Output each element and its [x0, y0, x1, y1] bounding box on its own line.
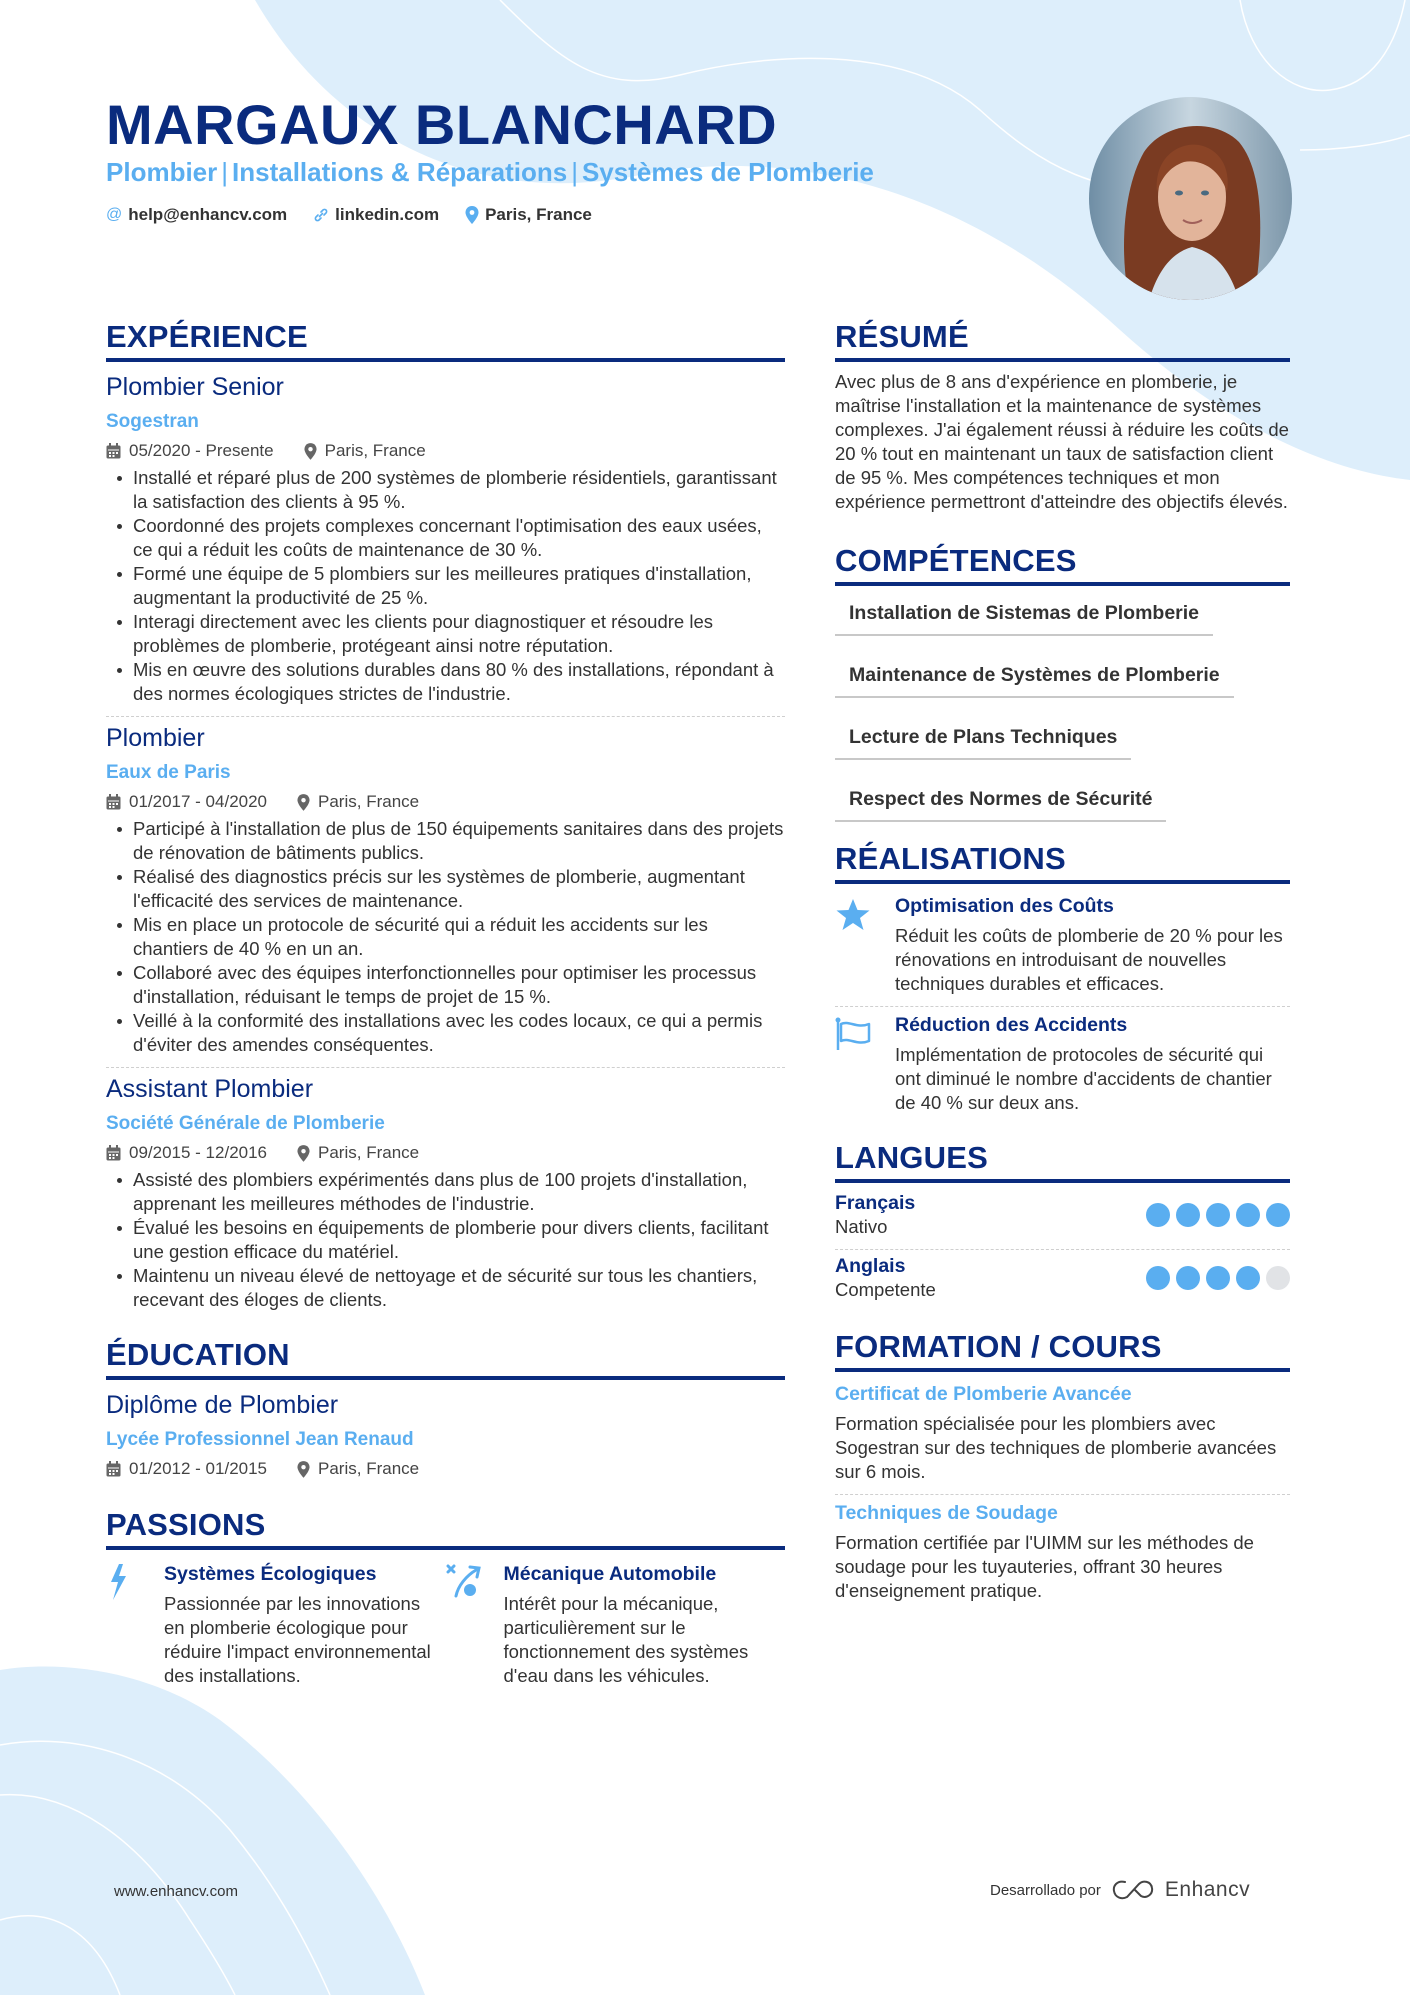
- job-title: Plombier Senior: [106, 373, 284, 401]
- language-item: [835, 1254, 1290, 1302]
- rating-dot-filled: [1146, 1266, 1170, 1290]
- location-text: Paris, France: [485, 205, 592, 224]
- summary-section: [835, 318, 1290, 514]
- job-location-text: Paris, France: [324, 441, 426, 460]
- language-name: Anglais: [835, 1255, 906, 1277]
- job-location-text: Paris, France: [318, 792, 420, 811]
- course-title: Techniques de Soudage: [835, 1502, 1058, 1524]
- flag-icon: [835, 1011, 895, 1115]
- powered-by-label: Desarrollado por: [990, 1881, 1101, 1899]
- skills-section: [835, 542, 1290, 822]
- bullet-item: Formé une équipe de 5 plombiers sur les meilleures pratiques d'installation, augmentant la productivité de 25 %.: [106, 562, 785, 610]
- rating-dot-filled: [1206, 1203, 1230, 1227]
- bullet-item: Mis en place un protocole de sécurité qui a réduit les accidents sur les chantiers de 40 % en un an.: [106, 913, 785, 961]
- bullet-item: Évalué les besoins en équipements de plomberie pour divers clients, facilitant une gestion efficace du matériel.: [106, 1216, 785, 1264]
- passion-description: Passionnée par les innovations en plomberie écologique pour réduire l'impact environnemental des installations.: [164, 1593, 431, 1686]
- passion-description: Intérêt pour la mécanique, particulièrement sur le fonctionnement des systèmes d'eau dans les véhicules.: [503, 1593, 749, 1686]
- job-dates: [106, 789, 267, 815]
- job-location-text: Paris, France: [318, 1143, 420, 1162]
- section-rule: [835, 358, 1290, 362]
- bullet-item: Coordonné des projets complexes concernant l'optimisation des eaux usées, ce qui a réduit les coûts de maintenance de 30 %.: [106, 514, 785, 562]
- headline: [106, 157, 874, 188]
- calendar-icon: [106, 794, 121, 810]
- course-item: [835, 1380, 1290, 1484]
- degree-title: Diplôme de Plombier: [106, 1391, 339, 1419]
- bullet-item: Maintenu un niveau élevé de nettoyage et de sécurité sur tous les chantiers, recevant des éloges de clients.: [106, 1264, 785, 1312]
- section-rule: [106, 1376, 785, 1380]
- course-description: Formation certifiée par l'UIMM sur les méthodes de soudage pour les tuyauteries, offrant 30 heures d'enseignement pratique.: [835, 1532, 1254, 1601]
- passion-title: Systèmes Écologiques: [164, 1563, 377, 1585]
- right-column: [835, 318, 1290, 1603]
- job-bullets: [106, 466, 785, 706]
- language-level: Competente: [835, 1279, 936, 1300]
- section-rule: [835, 1179, 1290, 1183]
- language-item: [835, 1191, 1290, 1239]
- headline-part: Plombier: [106, 157, 218, 187]
- passion-title: Mécanique Automobile: [503, 1563, 717, 1585]
- divider: [835, 1006, 1290, 1007]
- job-entry: [106, 721, 785, 1057]
- job-dates: [106, 438, 274, 464]
- bullet-item: Réalisé des diagnostics précis sur les systèmes de plomberie, augmentant l'efficacité des services de maintenance.: [106, 865, 785, 913]
- courses-section: [835, 1328, 1290, 1603]
- job-bullets: [106, 1168, 785, 1312]
- at-icon: @: [106, 206, 123, 223]
- headline-separator: |: [221, 157, 229, 187]
- rating-dot-empty: [1266, 1266, 1290, 1290]
- contact-row: [106, 205, 592, 225]
- job-location: [304, 438, 426, 464]
- linkedin-text: linkedin.com: [335, 205, 440, 224]
- map-pin-icon: [297, 794, 310, 811]
- job-entry: [106, 1072, 785, 1312]
- education-location-text: Paris, France: [318, 1459, 420, 1478]
- section-title: EXPÉRIENCE: [106, 319, 308, 354]
- bullet-item: Installé et réparé plus de 200 systèmes de plomberie résidentiels, garantissant la satisfaction des clients à 95 %.: [106, 466, 785, 514]
- calendar-icon: [106, 1145, 121, 1161]
- skill-tag: Installation de Sistemas de Plomberie: [835, 592, 1213, 636]
- bullet-item: Collaboré avec des équipes interfonctionnelles pour optimiser les processus d'installation, réduisant le temps de projet de 15 %.: [106, 961, 785, 1009]
- language-level: Nativo: [835, 1216, 888, 1237]
- passion-item: [446, 1558, 786, 1688]
- footer-branding: [990, 1878, 1250, 1902]
- education-dates: [106, 1456, 267, 1482]
- calendar-icon: [106, 1461, 121, 1477]
- candidate-name: MARGAUX BLANCHARD: [106, 93, 778, 156]
- section-rule: [835, 582, 1290, 586]
- left-column: [106, 318, 785, 1688]
- company-name: Société Générale de Plomberie: [106, 1113, 385, 1134]
- headline-separator: |: [571, 157, 578, 187]
- school-name: Lycée Professionnel Jean Renaud: [106, 1429, 414, 1450]
- brand-name: Enhancv: [1164, 1878, 1251, 1901]
- company-name: Sogestran: [106, 411, 199, 432]
- job-location: [297, 789, 419, 815]
- divider: [835, 1249, 1290, 1250]
- contact-linkedin[interactable]: [313, 205, 439, 225]
- language-name: Français: [835, 1192, 916, 1214]
- achievement-title: Réduction des Accidents: [895, 1014, 1128, 1036]
- link-icon: [313, 207, 329, 223]
- passions-section: [106, 1506, 785, 1688]
- job-meta: [106, 789, 785, 815]
- job-dates-text: 09/2015 - 12/2016: [129, 1143, 268, 1162]
- section-title: LANGUES: [835, 1140, 988, 1175]
- map-pin-icon: [297, 1145, 310, 1162]
- job-entry: [106, 370, 785, 706]
- job-meta: [106, 438, 785, 464]
- job-meta: [106, 1140, 785, 1166]
- job-dates: [106, 1140, 267, 1166]
- education-location: [297, 1456, 419, 1482]
- headline-part: Installations & Réparations: [232, 157, 568, 187]
- email-text: help@enhancv.com: [128, 205, 288, 224]
- course-item: [835, 1499, 1290, 1603]
- company-name: Eaux de Paris: [106, 762, 231, 783]
- bullet-item: Mis en œuvre des solutions durables dans 80 % des installations, répondant à des normes écologiques strictes de l'industrie.: [106, 658, 785, 706]
- rating-dot-filled: [1236, 1203, 1260, 1227]
- education-meta: [106, 1456, 785, 1482]
- rating-dot-filled: [1176, 1203, 1200, 1227]
- language-rating: [1146, 1203, 1290, 1227]
- skill-tag: Maintenance de Systèmes de Plomberie: [835, 654, 1234, 698]
- section-rule: [835, 1368, 1290, 1372]
- section-title: RÉSUMÉ: [835, 319, 969, 354]
- bullet-item: Participé à l'installation de plus de 150 équipements sanitaires dans des projets de rénovation de bâtiments publics.: [106, 817, 785, 865]
- calendar-icon: [106, 443, 121, 459]
- contact-location: [465, 205, 592, 225]
- languages-section: [835, 1139, 1290, 1302]
- divider: [835, 1494, 1290, 1495]
- passions-list: [106, 1558, 785, 1688]
- contact-email[interactable]: [106, 205, 287, 225]
- job-title: Assistant Plombier: [106, 1075, 314, 1103]
- section-title: FORMATION / COURS: [835, 1329, 1162, 1364]
- experience-section: [106, 318, 785, 1312]
- skill-tag: Respect des Normes de Sécurité: [835, 778, 1166, 822]
- job-location: [297, 1140, 419, 1166]
- bullet-item: Interagi directement avec les clients pour diagnostiquer et résoudre les problèmes de plomberie, protégeant ainsi notre réputation.: [106, 610, 785, 658]
- education-entry: [106, 1388, 785, 1482]
- job-dates-text: 01/2017 - 04/2020: [129, 792, 268, 811]
- divider: [106, 716, 785, 717]
- education-section: [106, 1336, 785, 1482]
- achievements-section: [835, 840, 1290, 1115]
- job-dates-text: 05/2020 - Presente: [129, 441, 274, 460]
- star-icon: [835, 892, 895, 996]
- achievement-item: [835, 1011, 1290, 1115]
- achievement-description: Implémentation de protocoles de sécurité qui ont diminué le nombre d'accidents de chantier de 40 % sur deux ans.: [895, 1044, 1272, 1113]
- section-rule: [835, 880, 1290, 884]
- job-title: Plombier: [106, 724, 205, 752]
- rating-dot-filled: [1146, 1203, 1170, 1227]
- footer-website[interactable]: www.enhancv.com: [114, 1883, 238, 1900]
- skill-tag: Lecture de Plans Techniques: [835, 716, 1131, 760]
- section-title: RÉALISATIONS: [835, 841, 1066, 876]
- divider: [106, 1067, 785, 1068]
- rating-dot-filled: [1176, 1266, 1200, 1290]
- course-title: Certificat de Plomberie Avancée: [835, 1383, 1132, 1405]
- map-pin-icon: [304, 443, 317, 460]
- headline-part: Systèmes de Plomberie: [581, 157, 874, 187]
- language-rating: [1146, 1266, 1290, 1290]
- profile-photo: [1089, 97, 1292, 300]
- rating-dot-filled: [1266, 1203, 1290, 1227]
- education-dates-text: 01/2012 - 01/2015: [129, 1459, 268, 1478]
- rating-dot-filled: [1206, 1266, 1230, 1290]
- map-pin-icon: [465, 206, 479, 224]
- lightning-icon: [106, 1558, 164, 1688]
- summary-text: Avec plus de 8 ans d'expérience en plomberie, je maîtrise l'installation et la maintenance de systèmes complexes. J'ai également réussi à réduire les coûts de 20 % tout en maintenant un taux de satisfaction client de 95 %. Mes compétences techniques et mon expérience permettront d'atteindre des objectifs élevés.: [835, 371, 1289, 512]
- strategy-icon: [446, 1558, 504, 1688]
- achievement-description: Réduit les coûts de plomberie de 20 % pour les rénovations en introduisant de nouvelles techniques durables et efficaces.: [895, 925, 1283, 994]
- section-title: PASSIONS: [106, 1507, 266, 1542]
- section-title: ÉDUCATION: [106, 1337, 290, 1372]
- rating-dot-filled: [1236, 1266, 1260, 1290]
- map-pin-icon: [297, 1461, 310, 1478]
- achievement-title: Optimisation des Coûts: [895, 895, 1114, 917]
- achievement-item: [835, 892, 1290, 996]
- enhancv-logo-icon: [1111, 1878, 1155, 1902]
- section-rule: [106, 1546, 785, 1550]
- section-title: COMPÉTENCES: [835, 543, 1077, 578]
- skills-list: [835, 592, 1290, 822]
- course-description: Formation spécialisée pour les plombiers avec Sogestran sur des techniques de plomberie avancées sur 6 mois.: [835, 1413, 1277, 1482]
- job-bullets: [106, 817, 785, 1057]
- bullet-item: Veillé à la conformité des installations avec les codes locaux, ce qui a permis d'éviter des amendes conséquentes.: [106, 1009, 785, 1057]
- passion-item: [106, 1558, 446, 1688]
- bullet-item: Assisté des plombiers expérimentés dans plus de 100 projets d'installation, apprenant les meilleures méthodes de l'industrie.: [106, 1168, 785, 1216]
- section-rule: [106, 358, 785, 362]
